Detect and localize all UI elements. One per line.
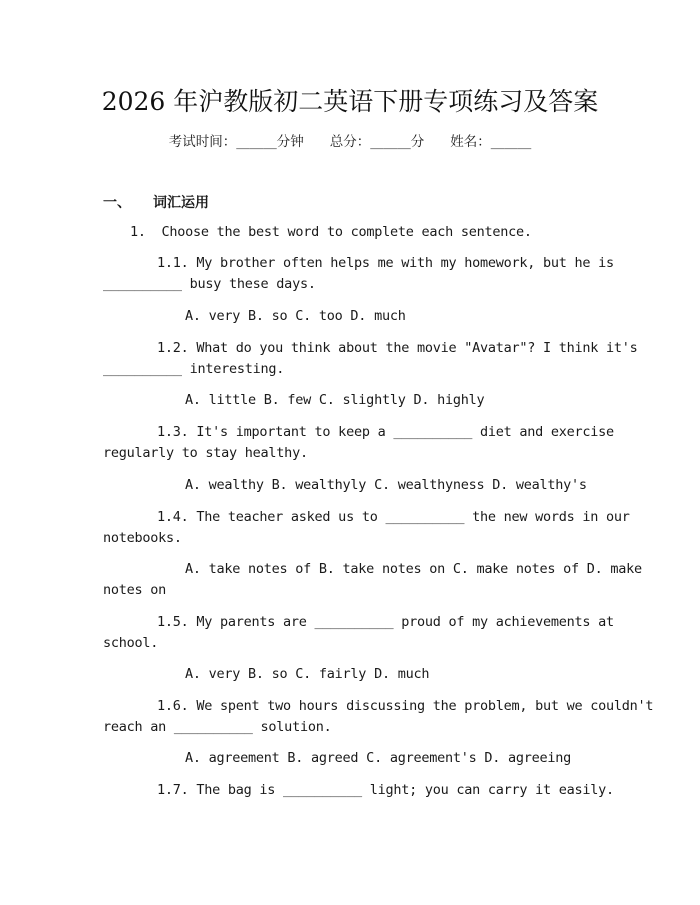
question-1-4-line2: notebooks. bbox=[103, 530, 182, 546]
question-1-1-options: A. very B. so C. too D. much bbox=[185, 308, 406, 324]
question-1-4-options-continued: notes on bbox=[103, 582, 167, 598]
question-1-4-line1: 1.4. The teacher asked us to __________ the new words in our bbox=[157, 509, 630, 525]
question-1-2-line1: 1.2. What do you think about the movie "Avatar"? I think it's bbox=[157, 340, 638, 356]
question-1-5-line1: 1.5. My parents are __________ proud of my achievements at bbox=[157, 614, 614, 630]
question-1-3-options: A. wealthy B. wealthyly C. wealthyness D. wealthy's bbox=[185, 477, 587, 493]
exam-info bbox=[0, 130, 700, 150]
page-title: 2026 年沪教版初二英语下册专项练习及答案 bbox=[101, 87, 599, 116]
student-name-field: 姓名：______ bbox=[450, 134, 532, 150]
question-1-6-line2: reach an __________ solution. bbox=[103, 719, 332, 735]
question-1-5-line2: school. bbox=[103, 635, 159, 651]
question-1-3-line1: 1.3. It's important to keep a __________ diet and exercise bbox=[157, 424, 614, 440]
question-intro: 1. Choose the best word to complete each sentence. bbox=[130, 224, 532, 240]
total-score-field: 总分：______分 bbox=[329, 134, 425, 150]
section-heading bbox=[103, 192, 209, 212]
question-1-5-options: A. very B. so C. fairly D. much bbox=[185, 666, 430, 682]
question-1-6-line1: 1.6. We spent two hours discussing the problem, but we couldn't bbox=[157, 698, 654, 714]
question-1-6-options: A. agreement B. agreed C. agreement's D. agreeing bbox=[185, 750, 572, 766]
exam-time-field: 考试时间：______分钟 bbox=[168, 134, 304, 150]
question-1-1-line1: 1.1. My brother often helps me with my homework, but he is bbox=[157, 255, 614, 271]
question-1-4-options: A. take notes of B. take notes on C. make notes of D. make bbox=[185, 561, 642, 577]
question-1-3-line2: regularly to stay healthy. bbox=[103, 445, 308, 461]
section-number: 一、 bbox=[103, 195, 131, 211]
question-1-2-options: A. little B. few C. slightly D. highly bbox=[185, 392, 485, 408]
section-title: 词汇运用 bbox=[153, 195, 209, 211]
question-1-7-line1: 1.7. The bag is __________ light; you can carry it easily. bbox=[157, 782, 614, 798]
question-1-2-line2: __________ interesting. bbox=[103, 361, 285, 377]
question-1-1-line2: __________ busy these days. bbox=[103, 276, 316, 292]
